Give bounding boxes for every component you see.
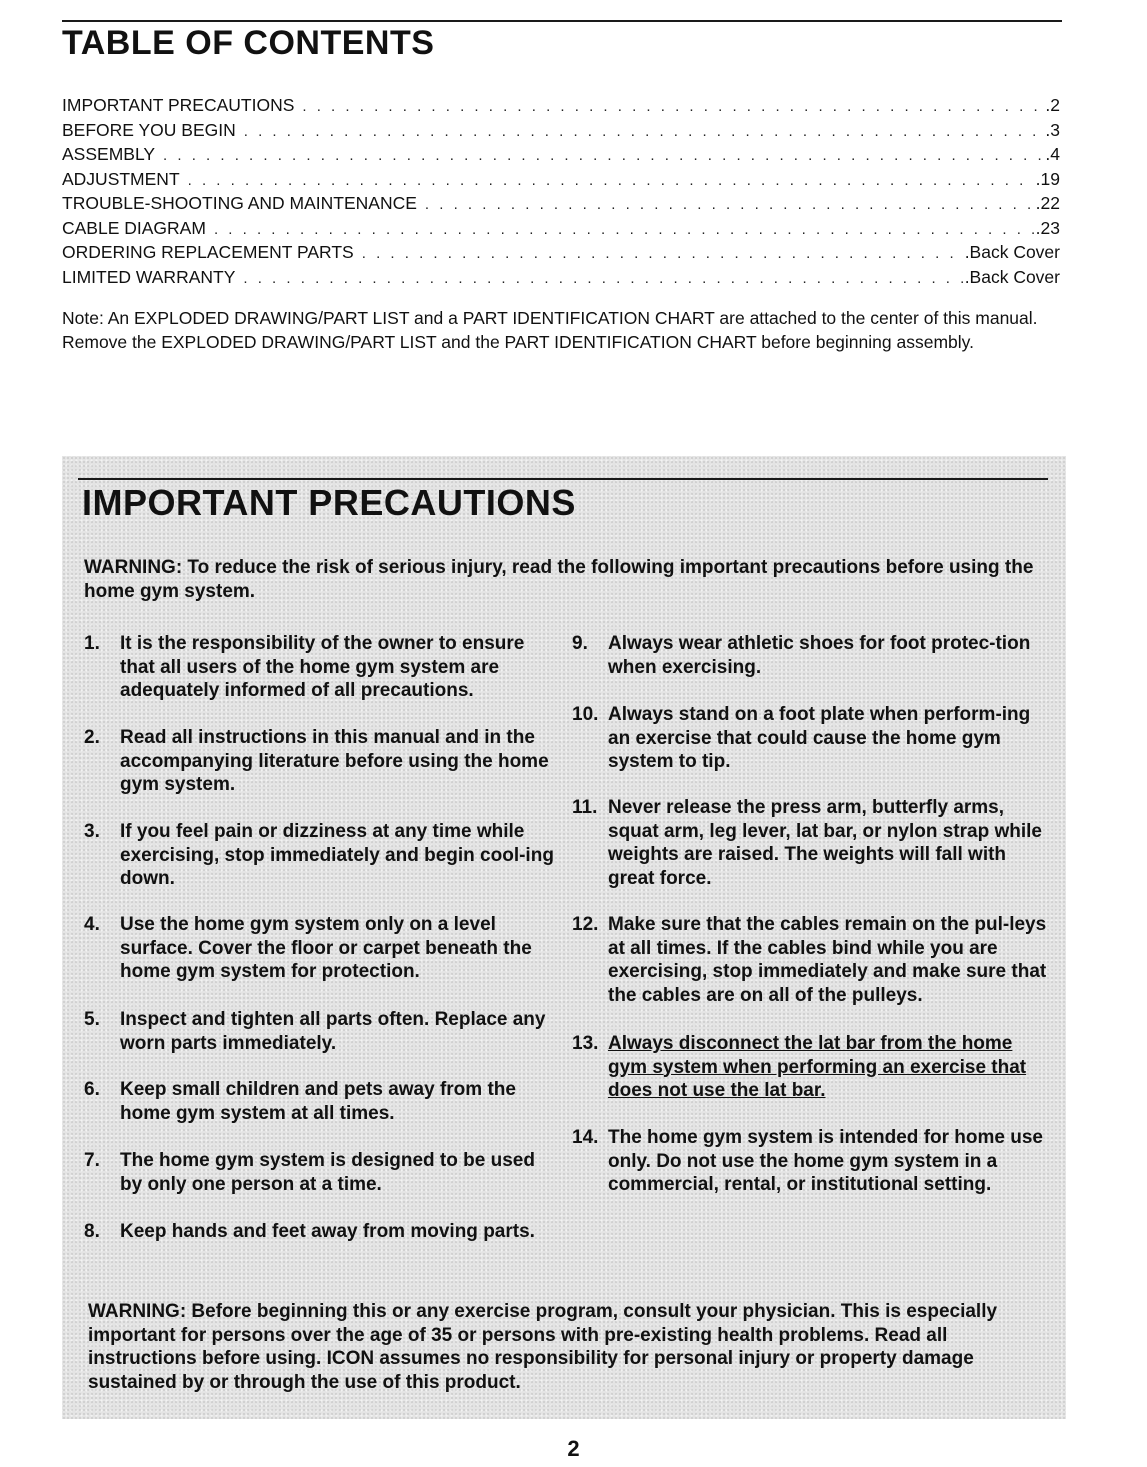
- toc-leader-dots: [244, 120, 1044, 144]
- toc-entry-page: .22: [1035, 193, 1060, 213]
- precaution-item: [572, 913, 1052, 1007]
- precaution-item: [84, 820, 554, 891]
- toc-leader-dots: [163, 144, 1043, 168]
- precaution-text: The home gym system is intended for home use only. Do not use the home gym system in a commercial, rental, or institutional setting.: [608, 1127, 1043, 1195]
- precaution-number: 11.: [572, 797, 598, 818]
- toc-entry-page: .23: [1035, 217, 1060, 238]
- precaution-text: Never release the press arm, butterfly arms, squat arm, leg lever, lat bar, or nylon strap while weights are raised. The weights will fall with great force.: [608, 797, 1042, 889]
- toc-entry: [62, 118, 1060, 143]
- precaution-text: Always disconnect the lat bar from the home gym system when performing an exercise that does not use the lat bar.: [608, 1033, 1027, 1101]
- precaution-text: Read all instructions in this manual and in the accompanying literature before using the home gym system.: [120, 727, 549, 795]
- toc-entry-label: ASSEMBLY: [62, 144, 156, 164]
- toc-leader-dots: [302, 95, 1043, 119]
- precaution-text: Always stand on a foot plate when perform-ing an exercise that could cause the home gym system to tip.: [608, 704, 1031, 772]
- precautions-rule: [78, 478, 1048, 480]
- toc-entry: [62, 265, 1060, 290]
- precaution-text: Keep small children and pets away from the home gym system at all times.: [120, 1079, 516, 1124]
- toc-entry-page: .3: [1045, 119, 1060, 140]
- precaution-number: 12.: [572, 914, 599, 935]
- precaution-number: 6.: [84, 1079, 100, 1100]
- precaution-number: 9.: [572, 633, 588, 654]
- precaution-item: [84, 726, 554, 797]
- precaution-text: It is the responsibility of the owner to ensure that all users of the home gym system are adequately informed of all precautions.: [120, 633, 525, 701]
- precaution-item: [572, 632, 1052, 679]
- page-number: 2: [567, 1436, 580, 1461]
- top-rule: [62, 20, 1062, 22]
- toc-leader-dots: [362, 242, 963, 266]
- toc-entry: [62, 240, 1060, 265]
- precaution-text: Make sure that the cables remain on the pul-leys at all times. If the cables bind while you are exercising, stop immediately and make sure that the cables are on all of the pulleys.: [608, 914, 1047, 1006]
- precaution-text: Use the home gym system only on a level surface. Cover the floor or carpet beneath the home gym system for protection.: [120, 914, 532, 982]
- precaution-item: [84, 632, 554, 703]
- toc-leader-dots: [243, 267, 962, 291]
- toc-entry-label: LIMITED WARRANTY: [62, 266, 236, 287]
- precaution-number: 8.: [84, 1221, 100, 1242]
- precaution-item: [84, 1008, 554, 1055]
- toc-entry-page: .2: [1045, 95, 1060, 115]
- toc-entry-label: ADJUSTMENT: [62, 168, 180, 189]
- toc-entry-label: IMPORTANT PRECAUTIONS: [62, 95, 295, 115]
- precaution-number: 10.: [572, 704, 599, 725]
- toc-entry-label: TROUBLE-SHOOTING AND MAINTENANCE: [62, 193, 417, 213]
- precaution-text: If you feel pain or dizziness at any time while exercising, stop immediately and begin cool-ing down.: [120, 821, 554, 889]
- toc-entry-page: .Back Cover: [964, 242, 1060, 262]
- toc-entry: [62, 191, 1060, 216]
- toc-entry: [62, 93, 1060, 118]
- precaution-number: 14.: [572, 1127, 599, 1148]
- toc-leader-dots: [188, 169, 1034, 193]
- precaution-number: 7.: [84, 1150, 100, 1171]
- precaution-item: [84, 1078, 554, 1125]
- precaution-item: [572, 1126, 1052, 1197]
- precaution-item: [84, 913, 554, 984]
- table-of-contents: [62, 93, 1060, 289]
- precaution-number: 5.: [84, 1009, 100, 1030]
- precaution-number: 3.: [84, 821, 100, 842]
- toc-entry-page: .4: [1045, 144, 1060, 164]
- precaution-text: Keep hands and feet away from moving parts.: [120, 1221, 535, 1242]
- precaution-text: The home gym system is designed to be used by only one person at a time.: [120, 1150, 535, 1195]
- toc-entry: [62, 142, 1060, 167]
- precaution-item: [572, 703, 1052, 774]
- assembly-note: Note: An EXPLODED DRAWING/PART LIST and a PART IDENTIFICATION CHART are attached to the center of this manual. Remove the EXPLODED DRAWING/PART LIST and the PART IDENTIFICATION CHART before beginning assembly.: [62, 308, 1038, 352]
- precaution-item: [572, 796, 1052, 890]
- precautions-title: IMPORTANT PRECAUTIONS: [82, 482, 576, 523]
- precaution-text: Inspect and tighten all parts often. Replace any worn parts immediately.: [120, 1009, 546, 1054]
- toc-entry-label: CABLE DIAGRAM: [62, 217, 206, 238]
- toc-entry-page: .Back Cover: [964, 266, 1060, 287]
- precaution-item: [84, 1220, 554, 1244]
- toc-entry-page: .19: [1035, 168, 1060, 189]
- toc-entry: [62, 167, 1060, 192]
- toc-entry: [62, 216, 1060, 241]
- warning-bottom: WARNING: Before beginning this or any exercise program, consult your physician. This is especially important for persons over the age of 35 or persons with pre-existing health problems. Read all instructions before using. ICON assumes no responsibility for personal injury or property damage sustained by or through the use of this product.: [88, 1301, 998, 1393]
- toc-title: TABLE OF CONTENTS: [62, 24, 435, 62]
- toc-leader-dots: [425, 193, 1034, 217]
- toc-leader-dots: [214, 218, 1034, 242]
- precaution-text: Always wear athletic shoes for foot protec-tion when exercising.: [608, 633, 1031, 678]
- precaution-item: [84, 1149, 554, 1196]
- warning-top: WARNING: To reduce the risk of serious injury, read the following important precautions before using the home gym system.: [84, 557, 1034, 602]
- toc-entry-label: BEFORE YOU BEGIN: [62, 119, 236, 140]
- precaution-number: 1.: [84, 633, 100, 654]
- precaution-number: 2.: [84, 727, 100, 748]
- precaution-item: [572, 1032, 1052, 1103]
- precaution-number: 13.: [572, 1033, 599, 1054]
- toc-entry-label: ORDERING REPLACEMENT PARTS: [62, 242, 354, 262]
- precaution-number: 4.: [84, 914, 100, 935]
